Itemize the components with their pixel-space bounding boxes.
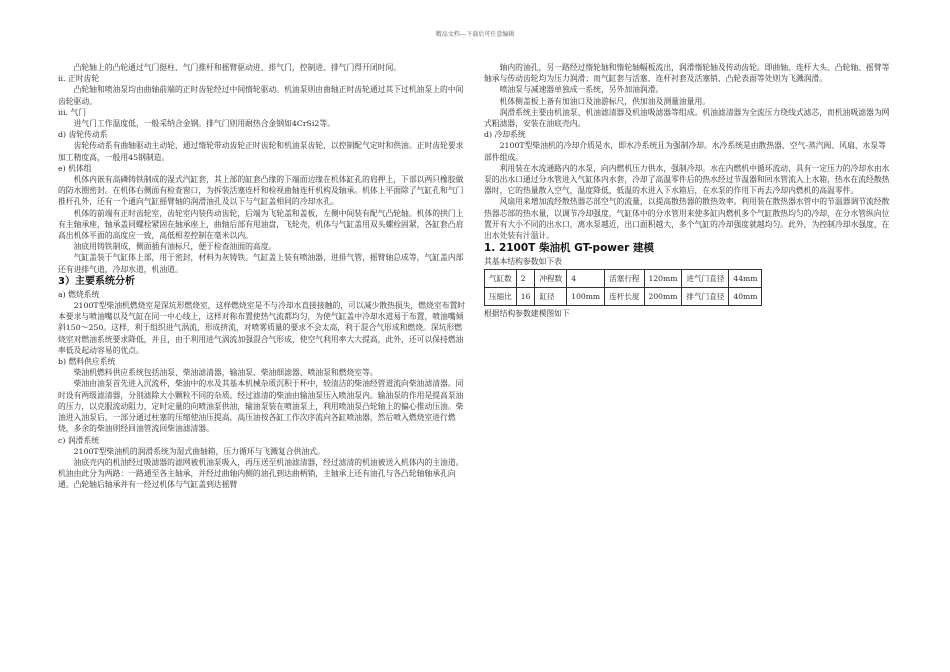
table-row	[485, 270, 762, 288]
paragraph: 2100T型柴油机燃烧室是深坑形燃烧室，这样燃烧室是不与冷却水直接接触的，可以减少散热损失，燃烧室布置时本要求与喷油嘴以及气缸在同一中心线上，这样对称布置使热气流都均匀，为使气缸盖中冷却水道易于布置，喷油嘴倾斜150～250。这样，利于组织进气涡流，形成挤流，对喷雾质量的要求不会太高，利于混合气形成和燃烧。深坑形燃烧室对燃油系统要求降低，并且，由于利用进气涡流加强混合气形成，使空气利用率大大提高，此外，还可以保持燃油率低及起动容易的优点。	[58, 301, 466, 355]
chapter-heading: 1. 2100T 柴油机 GT-power 建模	[484, 242, 654, 255]
table-cell: 200mm	[644, 288, 682, 306]
paragraph: 油底壳内的机油经过吸滤器的滤网被机油泵吸入，再压送至机油滤清器，经过滤清的机油被送入机体内的主油道。机油由此分为两路：一路通至各主轴承，并经过曲轴内侧的油孔到达曲柄销，主轴承上还有油孔与各凸轮轴轴承孔向通。凸轮轴后轴承并有一经过机体与气缸盖到达摇臂	[58, 457, 464, 490]
table-cell: 气缸数	[485, 270, 517, 288]
section-label: d) 冷却系统	[484, 130, 526, 140]
page-header: 精品文档---下载后可任意编辑	[435, 31, 515, 38]
paragraph: 凸轮轴和喷油泵均由曲轴前端的正时齿轮经过中间惰轮驱动。机油泵则由曲轴正时齿轮通过其下过机油泵上的中间齿轮驱动。	[58, 85, 464, 106]
section-label: d) 齿轮传动系	[58, 130, 108, 140]
paragraph: 风扇用来增加流经散热器芯部空气的流量，以提高散热器的散热效率。利用装在散热器水管中的节温器调节流经散热器芯部的热水量，以调节冷却强度，气缸体中的分水管用来使多缸内燃机多个气缸散热均匀的冷却，在分水管纵向位置开有大小不同的出水口，离水泵越近，出口面积越大，多个气缸的冷却强度就越均匀。此外，为控制冷却水强度，在出水处装有汁温计。	[484, 197, 890, 241]
paragraph: 柴油由油泵首先进入沉流杯，柴油中的水及其基本机械杂质沉积于杯中，较清洁的柴油经管道流向柴油滤清器。同时设有两级滤清器，分别滤除大小颗粒不同的杂质。经过滤清的柴油由输油泵压入喷油泵内。输油泵的作用是提高泵油的压力，以克服流动阻力，定时定量的向喷油泵供油，输油泵装在喷油泵上，利用喷油泵凸轮轴上的偏心推动压油。柴油进入油泵后，一部分通过柱塞的压缩使油压提高，高压油按各缸工作次序流向各缸喷油器，然后喷入燃烧室进行燃烧，多余的柴油则经回油管流回柴油滤清器。	[58, 379, 464, 434]
paragraph: 2100T型柴油机的润滑系统为湿式曲轴箱，压力循环与飞溅复合供油式。	[73, 446, 325, 456]
table-cell: 进气门直径	[682, 270, 729, 288]
paragraph: 根据结构参数建模图如下	[484, 309, 570, 319]
paragraph: 机体内嵌有高磷铸铁制成的湿式汽缸套，其上部的缸套凸缘的下端面边缘在机体缸孔的肩押上，下部以两只橡胶做的防水圈密封。在机体右侧面有检查窗口，为拆装活塞连杆和检视曲轴连杆机构及轴承。机体上平面除了气缸孔和气门推杆孔外，还有一个通向气缸摇臂轴的润滑油孔及以下与气缸盖相同的冷却水孔。	[58, 175, 464, 207]
table-row	[485, 288, 762, 306]
table-cell: 100mm	[567, 288, 605, 306]
paragraph: 润滑系统主要由机油泵、机油滤清器及机油吸滤器等组成。机油滤清器为全流压力绕线式滤芯，而机油吸滤器为网式粗滤器，安装在油底壳内。	[484, 107, 890, 129]
paragraph: 轴内的油孔，另一路经过惰轮轴和惰轮轴幅板流出，润滑惰轮轴及传动齿轮。即曲轴、连杆大头、凸轮轴、摇臂等轴承与传动齿轮均为压力润滑；而气缸套与活塞、连杆衬套及活塞销、凸轮表面等处则为飞溅润滑。	[484, 63, 890, 84]
parameter-table	[484, 269, 762, 306]
paragraph: 油底用铸铁制成，侧面插有油标尺，便于检查油面的高度。	[73, 242, 277, 252]
paragraph: 利用装在水流通路内的水泵，向内燃机压力供水，强制冷却。水在内燃机中循环流动，具有一定压力的冷却水由水泵的出水口通过分水管进入气缸体内水套，冷却了高温零件后的热水经过节温器和回水管流入上水箱，热水在流经散热器时，它的热量散入空气，温度降低，低温的水进入下水箱后，在水泵的作用下再去冷却内燃机的高温零件。	[484, 163, 890, 196]
table-cell: 排气门直径	[682, 288, 729, 306]
table-cell: 活塞行程	[605, 270, 644, 288]
paragraph: 喷油泵与减速器单独成一系统，另外加油润滑。	[499, 85, 664, 95]
paragraph: 机体侧盖板上备有加油口及油游标尺，供加油及测量油量用。	[499, 96, 711, 106]
section-heading: 3）主要系统分析	[58, 275, 135, 287]
table-cell: 4	[567, 270, 605, 288]
paragraph: 进气门工作温度低，一般采纳合金钢。排气门则用耐热合金钢如4CrSi2等。	[73, 119, 335, 129]
section-label: ii. 正时齿轮	[58, 74, 100, 84]
paragraph: 气缸盖装于气缸体上部，用于密封，材料为灰铸铁。气缸盖上装有喷油器，进排气管，摇臂轴总成等，气缸盖内部还有进排气道，冷却水道，机油道。	[58, 253, 464, 274]
table-cell: 冲程数	[535, 270, 567, 288]
table-cell: 压缩比	[485, 288, 517, 306]
paragraph: 凸轮轴上的凸轮通过气门挺柱、气门推杆和摇臂驱动进、排气门，控制进、排气门得开闭时间。	[73, 63, 402, 72]
table-cell: 连杆长度	[605, 288, 644, 306]
section-label: b) 燃料供应系统	[58, 357, 116, 367]
table-cell: 44mm	[729, 270, 762, 288]
paragraph: 其基本结构参数如下表	[484, 257, 562, 267]
left-column	[58, 62, 466, 491]
right-column	[484, 62, 892, 320]
paragraph: 机体的前端有正时齿轮室，齿轮室内装传动齿轮，后端为飞轮盖和盖板，左侧中间装有配气凸轮轴。机体的拱门上有主轴承座，轴承盖同螺栓紧固在轴承座上，曲轴后部有甩油盘，飞轮壳，机体与气缸盖用双头螺栓固紧，各缸套凸肩高出机体平面的高度应一致，高低相差控制在毫米以内。	[58, 208, 464, 241]
section-label: e) 机体组	[58, 163, 92, 173]
table-cell: 2	[516, 270, 535, 288]
section-label: a) 燃烧系统	[58, 289, 100, 299]
section-label: iii. 气门	[58, 107, 87, 117]
table-cell: 40mm	[729, 288, 762, 306]
paragraph: 柴油机燃料供应系统包括油泵、柴油滤清器，输油泵、柴油细滤器、喷油泵和燃烧室等。	[73, 368, 378, 378]
table-cell: 缸径	[535, 288, 567, 306]
table-cell: 120mm	[644, 270, 682, 288]
section-label: c) 润滑系统	[58, 435, 100, 445]
paragraph: 2100T型柴油机的冷却介质是水，即水冷系统且为强制冷却。水冷系统是由散热器、空气-蒸汽阀、风扇、水泵等部件组成。	[484, 141, 886, 162]
paragraph: 齿轮传动系有曲轴驱动主动轮，通过惰轮带动齿轮正时齿轮和机油泵齿轮，以控制配气定时和供油。正时齿轮要求加工精度高，一般用45钢制造。	[58, 141, 464, 162]
table-cell: 16	[516, 288, 535, 306]
